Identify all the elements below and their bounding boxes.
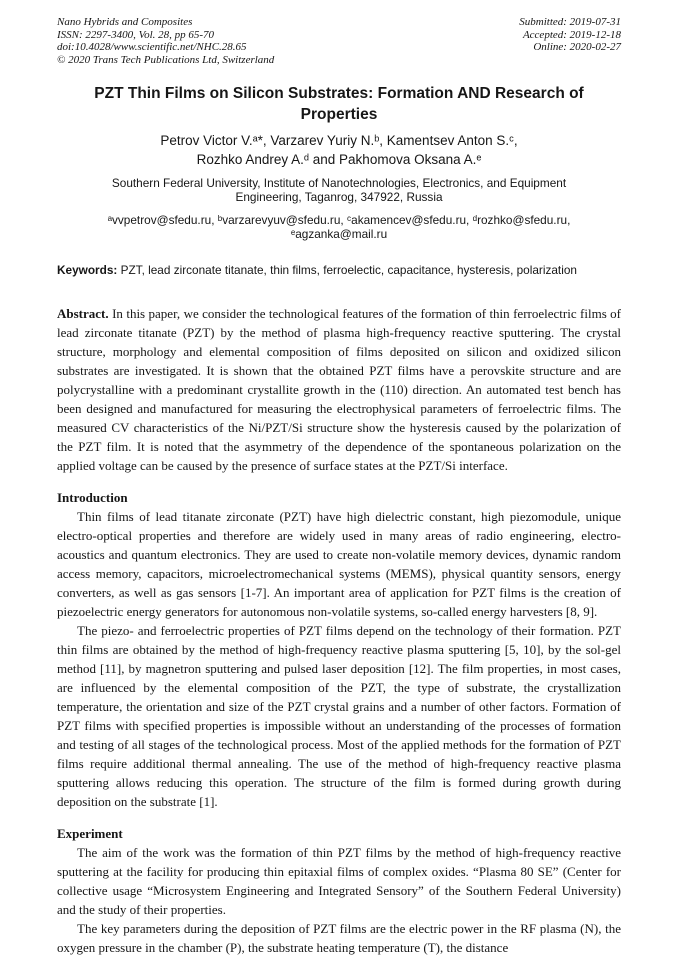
experiment-paragraph-1: The aim of the work was the formation of thin PZT films by the method of high-frequency reactive sputtering at the facility for producing thin epitaxial films of complex oxides. “Plasma 80 SE” (Center for collective usage “Microsystem Engineering and Integrated Sensory” of the Southern Federal University) and the study of their properties.	[57, 844, 621, 917]
abstract-text: In this paper, we consider the technological features of the formation of thin ferroelectric films of lead zirconate titanate (PZT) by the method of plasma high-frequency reactive sputtering. The crystal structure, morphology and elemental composition of films deposited on silicon and oxidized silicon substrates are investigated. It is shown that the obtained PZT films have a perovskite structure and are polycrystalline with a predominant crystallite growth in the (110) direction. An automated test bench has been designed and manufactured for measuring the electrophysical parameters of ferroelectric films. The measured CV characteristics of the Ni/PZT/Si structure show the hysteresis caused by the polarization of the PZT film. It is noted that the asymmetry of the dependence of the spontaneous polarization on the applied voltage can be caused by the presence of surface states at the PZT/Si interface.	[57, 305, 622, 473]
paper-title	[57, 83, 621, 125]
journal-copyright: © 2020 Trans Tech Publications Ltd, Switzerland	[57, 53, 275, 66]
journal-info	[57, 16, 274, 66]
journal-header	[57, 16, 621, 66]
section-heading-introduction: Introduction	[57, 489, 128, 505]
abstract-block	[57, 304, 621, 475]
introduction-paragraph-2: The piezo- and ferroelectric properties of PZT films depend on the technology of their formation. PZT thin films are obtained by the method of high-frequency reactive plasma sputtering [5, 10], by the sol-gel method [11], by magnetron sputtering and pulsed laser deposition [12]. The film properties, in most cases, are influenced by the elemental composition of the PZT, the type of substrate, the crystallization temperature, the orientation and size of the PZT crystal grains and a number of other factors. Formation of PZT films with specified properties is impossible without an understanding of the processes of formation and testing of all stages of the technological process. Most of the applied methods for the formation of PZT films require additional thermal annealing. The use of the method of high-frequency reactive plasma sputtering allows reducing this operation. The structure of the film is formed during growth during deposition on the substrate [1].	[57, 622, 621, 809]
journal-name: Nano Hybrids and Composites	[57, 16, 193, 28]
submission-dates	[519, 16, 621, 66]
abstract-label: Abstract.	[57, 305, 109, 321]
affiliation	[57, 176, 621, 204]
author-line-2: Rozhko Andrey A.ᵈ and Pakhomova Oksana A.ᵉ	[196, 152, 482, 168]
keywords-text: PZT, lead zirconate titanate, thin films, ferroelectic, capacitance, hysteresis, polarization	[120, 263, 577, 278]
accepted-date: Accepted: 2019-12-18	[522, 28, 621, 41]
experiment-paragraph-2: The key parameters during the deposition of PZT films are the electric power in the RF plasma (N), the oxygen pressure in the chamber (P), the substrate heating temperature (T), the distance	[57, 920, 621, 955]
paper-title-line-1: PZT Thin Films on Silicon Substrates: Formation AND Research of	[94, 85, 584, 103]
journal-issn-volume: ISSN: 2297-3400, Vol. 28, pp 65-70	[57, 28, 215, 41]
author-line-1: Petrov Victor V.ᵃ*, Varzarev Yuriy N.ᵇ, Kamentsev Anton S.ᶜ,	[160, 133, 518, 149]
paper-title-line-2: Properties	[300, 106, 378, 124]
keywords-label: Keywords:	[57, 263, 118, 278]
submitted-date: Submitted: 2019-07-31	[519, 16, 621, 28]
introduction-paragraph-1: Thin films of lead titanate zirconate (PZT) have high dielectric constant, high piezomodule, unique electro-optical properties and therefore are widely used in many areas of radio engineering, electro-acoustics and quantum electronics. They are used to create non-volatile memory devices, dynamic random access memory, capacitors, microelectromechanical systems (MEMS), physical quantity sensors, energy converters, as well as gas sensors [1-7]. An important area of application for PZT films is the creation of piezoelectric energy generators for autonomous non-volatile systems, so-called energy harvesters [8, 9].	[57, 508, 621, 619]
affiliation-line-2: Engineering, Taganrog, 347922, Russia	[235, 190, 443, 205]
section-heading-experiment: Experiment	[57, 825, 123, 841]
online-date: Online: 2020-02-27	[533, 41, 621, 54]
email-list	[57, 213, 621, 241]
author-list	[57, 131, 621, 169]
affiliation-line-1: Southern Federal University, Institute of Nanotechnologies, Electronics, and Equipment	[111, 176, 567, 191]
journal-doi: doi:10.4028/www.scientific.net/NHC.28.65	[57, 41, 247, 54]
keywords-block	[57, 263, 621, 278]
email-line-2: ᵉagzanka@mail.ru	[290, 227, 388, 242]
section-introduction	[57, 488, 621, 811]
section-experiment	[57, 824, 621, 957]
email-line-1: ᵃvvpetrov@sfedu.ru, ᵇvarzarevyuv@sfedu.ru, ᶜakamencev@sfedu.ru, ᵈrozhko@sfedu.ru,	[107, 213, 571, 228]
